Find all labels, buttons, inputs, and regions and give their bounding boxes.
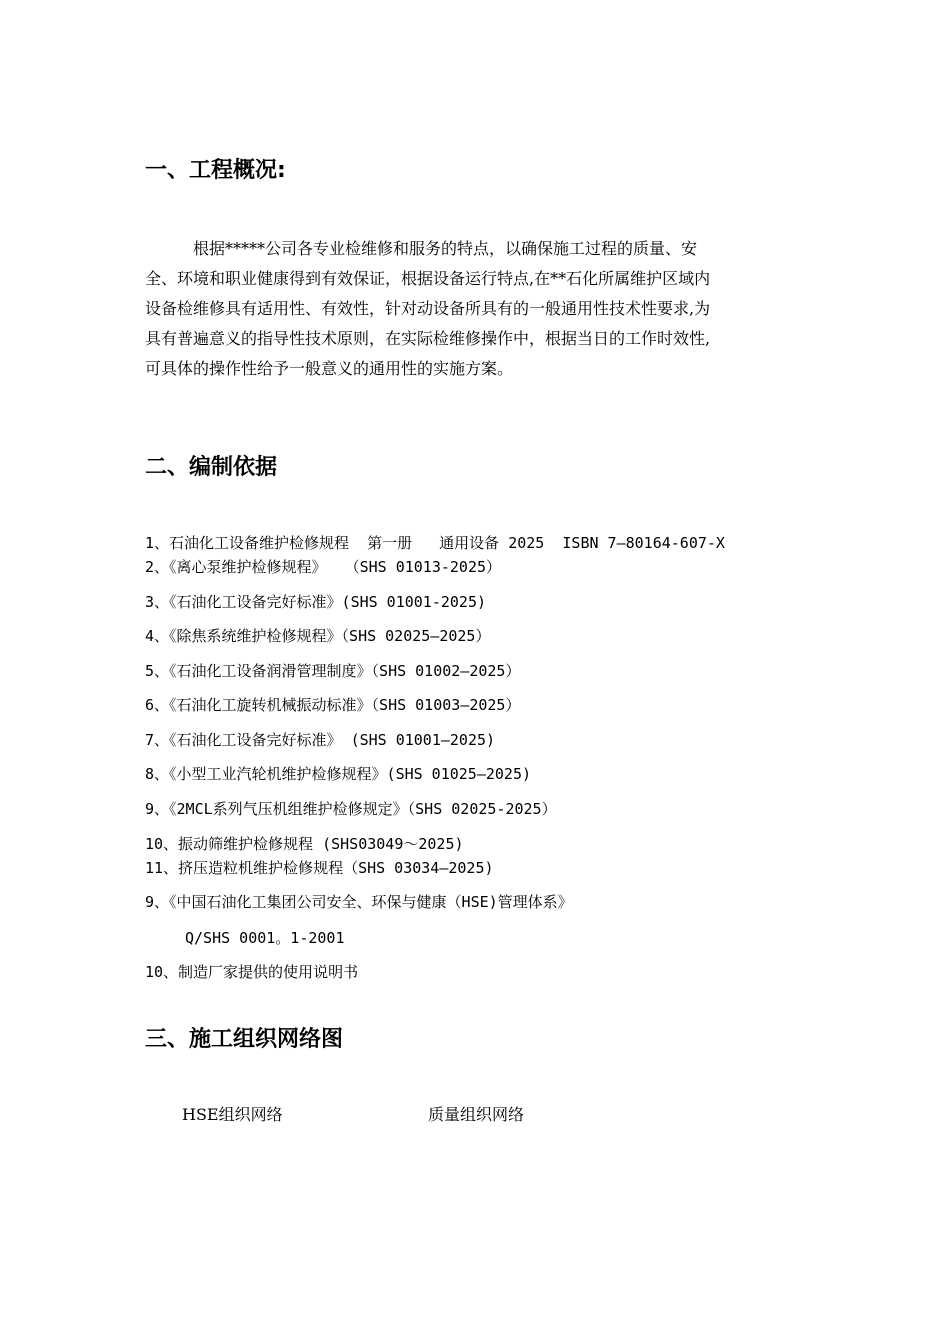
basis-list-item-continuation: Q/SHS 0001。1-2001 — [185, 929, 345, 947]
basis-list-item: 6、《石油化工旋转机械振动标准》（SHS 01003—2025） — [145, 696, 521, 714]
quality-network-label: 质量组织网络 — [428, 1105, 525, 1124]
section-heading-basis: 二、编制依据 — [145, 455, 278, 480]
basis-list-item: 9、《中国石油化工集团公司安全、环保与健康（HSE)管理体系》 — [145, 893, 573, 911]
overview-paragraph — [145, 234, 837, 384]
basis-list-item: 10、制造厂家提供的使用说明书 — [145, 963, 359, 981]
paragraph-line: 根据*****公司各专业检维修和服务的特点，以确保施工过程的质量、安 — [193, 239, 698, 258]
paragraph-line: 具有普遍意义的指导性技术原则，在实际检维修操作中，根据当日的工作时效性, — [145, 329, 711, 348]
basis-list-item: 1、石油化工设备维护检修规程 第一册 通用设备 2025 ISBN 7—80164-607-X — [145, 534, 725, 552]
paragraph-line: 设备检维修具有适用性、有效性，针对动设备所具有的一般通用性技术性要求,为 — [145, 299, 711, 318]
basis-list-item: 3、《石油化工设备完好标准》(SHS 01001-2025) — [145, 593, 487, 611]
hse-network-label: HSE组织网络 — [182, 1105, 283, 1124]
section-heading-overview: 一、工程概况: — [145, 158, 286, 183]
basis-list-item: 11、挤压造粒机维护检修规程（SHS 03034—2025) — [145, 859, 494, 877]
basis-list-item: 5、《石油化工设备润滑管理制度》（SHS 01002—2025） — [145, 662, 521, 680]
basis-list-item: 9、《2MCL系列气压机组维护检修规定》（SHS 02025-2025） — [145, 800, 557, 818]
basis-list-item: 8、《小型工业汽轮机维护检修规程》(SHS 01025—2025) — [145, 765, 532, 783]
paragraph-line: 可具体的操作性给予一般意义的通用性的实施方案。 — [145, 359, 514, 378]
basis-list-item: 2、《离心泵维护检修规程》 （SHS 01013-2025） — [145, 558, 502, 576]
basis-list-item: 10、振动筛维护检修规程 (SHS03049～2025) — [145, 835, 464, 853]
basis-list-item: 7、《石油化工设备完好标准》 (SHS 01001—2025) — [145, 731, 496, 749]
paragraph-line: 全、环境和职业健康得到有效保证，根据设备运行特点,在**石化所属维护区域内 — [145, 269, 711, 288]
section-heading-network: 三、施工组织网络图 — [145, 1027, 344, 1052]
basis-list-item: 4、《除焦系统维护检修规程》（SHS 02025—2025） — [145, 627, 491, 645]
